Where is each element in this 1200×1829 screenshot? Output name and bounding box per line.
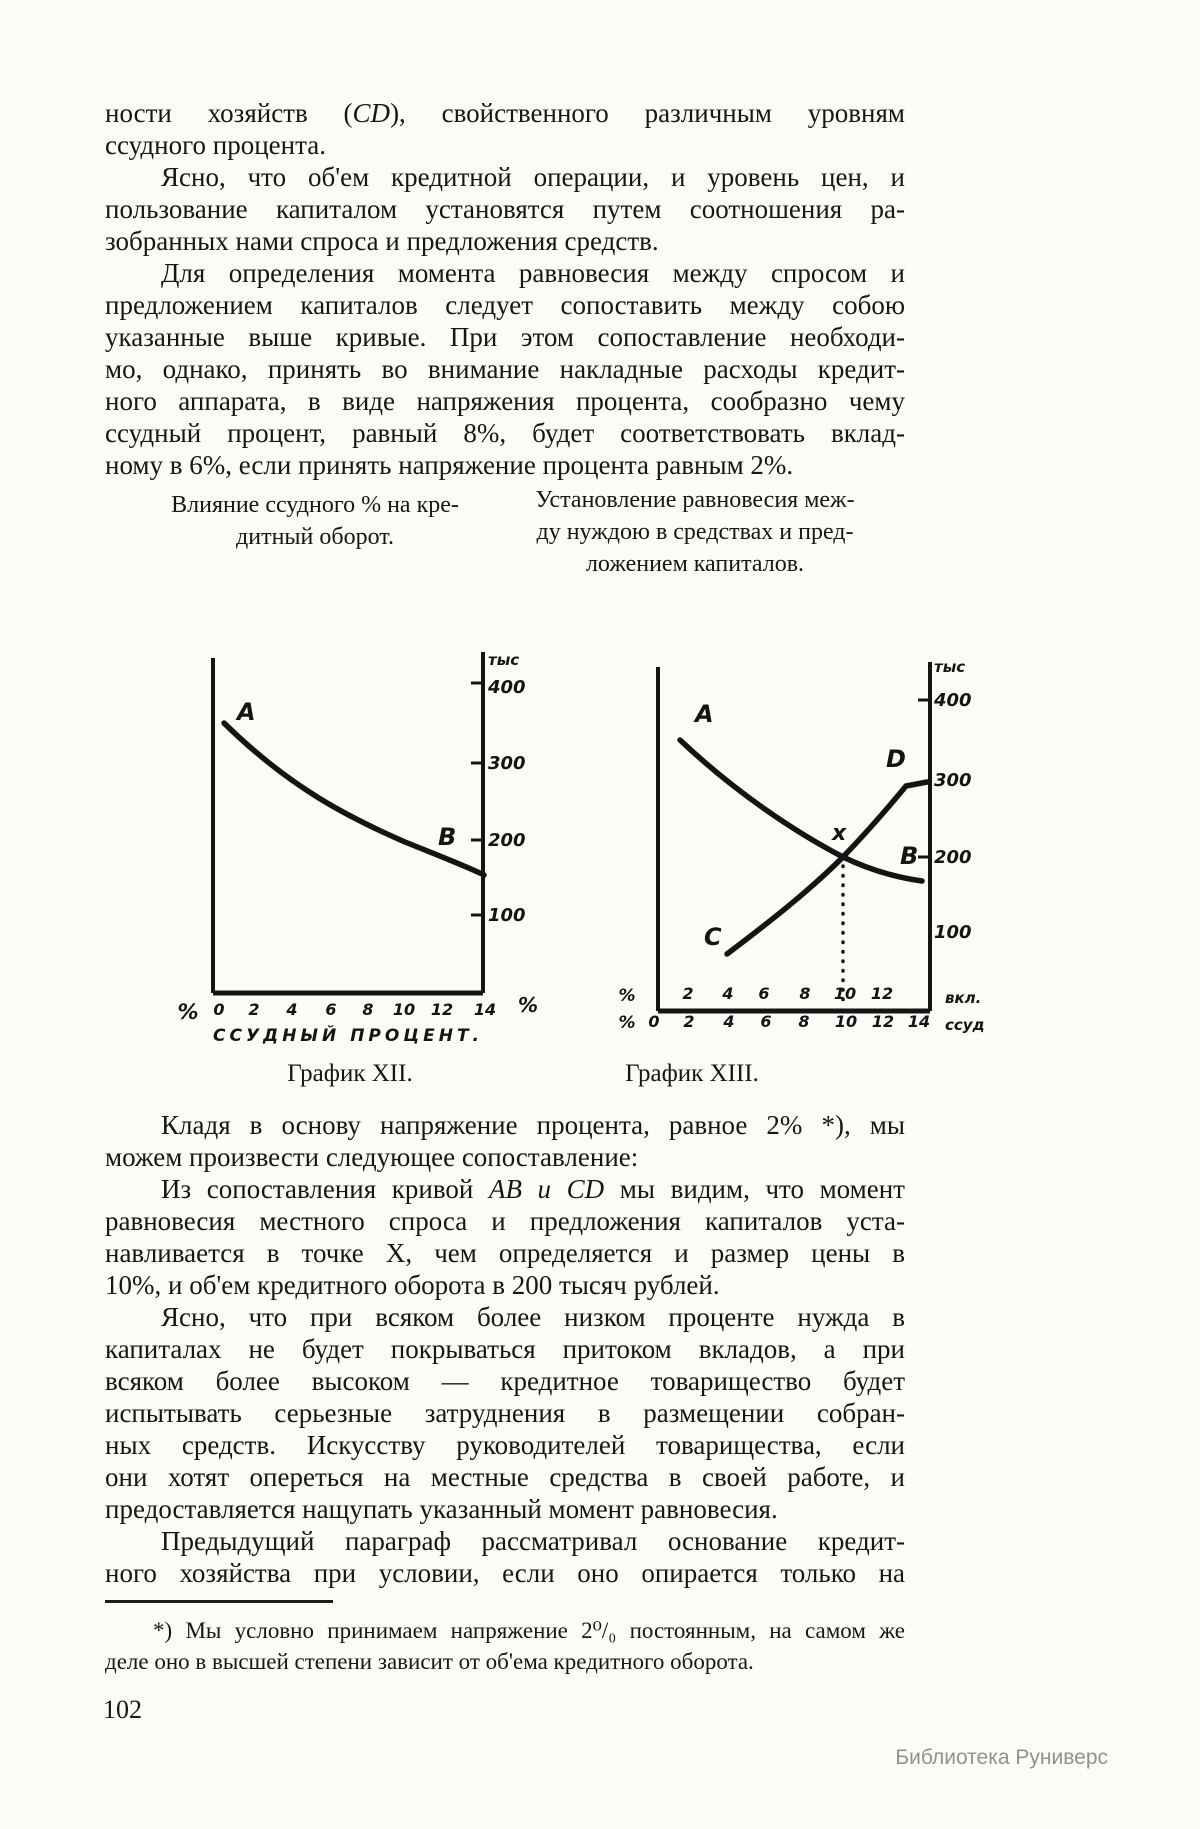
caption-line: ду нуждою в средствах и пред-: [536, 519, 854, 545]
y-tick-label: 200: [488, 830, 526, 851]
figure-number-g12: График XII.: [287, 1060, 413, 1087]
curve-ref-italic: CD: [352, 98, 391, 128]
body-text-upper: [105, 97, 905, 481]
row2-tick: 4: [723, 1012, 735, 1031]
text-line: ссудный процент, равный 8%, будет соответствовать вклад-: [105, 418, 905, 448]
x-tick-label: 10: [392, 1000, 416, 1019]
row2-tick: 2: [683, 1012, 695, 1031]
caption-line: дитный оборот.: [236, 524, 394, 550]
text-line: ных средств. Искусству руководителей товарищества, если: [105, 1430, 905, 1460]
curve-label-b: B: [438, 823, 457, 851]
library-watermark: Библиотека Руниверс: [895, 1746, 1108, 1769]
curve-label-a: A: [695, 700, 714, 728]
text-line: Для определения момента равновесия между спросом и: [161, 258, 905, 288]
text-segment: ности хозяйств (: [105, 98, 353, 128]
row1-tick: 6: [758, 984, 770, 1003]
y-tick-label: 300: [934, 770, 972, 791]
curve-label-b: B: [900, 842, 919, 870]
y-axis-unit: тыс: [934, 658, 966, 676]
text-segment: мы видим, что момент: [604, 1174, 905, 1204]
y-axis-unit: тыс: [488, 651, 520, 669]
curve-label-a: A: [237, 698, 256, 726]
text-line: пользование капиталом установятся путем соотношения ра-: [105, 194, 905, 224]
curve-cd-supply: [727, 782, 927, 954]
row1-tick: 2: [682, 984, 694, 1003]
curve-label-c: C: [704, 923, 722, 951]
body-text-lower: [105, 1109, 905, 1589]
text-line: они хотят опереться на местные средства в своей работе, и: [105, 1462, 905, 1492]
chart-xii-svg: [140, 640, 560, 1110]
text-line: мо, однако, принять во внимание накладные расходы кредит-: [105, 354, 905, 384]
footnote-rule: [105, 1600, 333, 1603]
text-line: [105, 97, 905, 129]
text-line: 10%, и об'ем кредитного оборота в 200 тысяч рублей.: [105, 1270, 720, 1300]
text-line: ного хозяйства при условии, если оно опирается только на: [105, 1558, 905, 1588]
footnote-line: *) Мы условно принимаем напряжение 2⁰/₀ постоянным, на самом же: [153, 1618, 905, 1643]
row1-tick: 8: [799, 984, 811, 1003]
y-tick-label: 300: [488, 753, 526, 774]
row2-tick: 10: [834, 1012, 858, 1031]
row2-tick: 12: [871, 1012, 895, 1031]
x-tick-label: 4: [286, 1000, 298, 1019]
text-line: Предыдущий параграф рассматривал основание кредит-: [161, 1526, 905, 1556]
text-line: навливается в точке X, чем определяется и размер цены в: [105, 1238, 905, 1268]
row2-tick: 14: [907, 1012, 931, 1031]
row1-tick: 10: [833, 984, 857, 1003]
curve-ref-italic: AB и CD: [488, 1174, 605, 1204]
text-line: указанные выше кривые. При этом сопоставление необходи-: [105, 322, 905, 352]
row2-axis-label: ссуд: [945, 1016, 985, 1034]
row1-percent: %: [618, 986, 636, 1006]
caption-line: Влияние ссудного % на кре-: [171, 492, 459, 518]
curve-ab: [224, 723, 484, 875]
text-line: Ясно, что об'ем кредитной операции, и уровень цен, и: [161, 162, 905, 192]
caption-line: ложением капиталов.: [585, 551, 805, 577]
chart-grafik-xiii: [600, 640, 1040, 1115]
footnote-line: деле оно в высшей степени зависит от об'ема кредитного оборота.: [105, 1649, 754, 1674]
x-tick-label: 0: [213, 1000, 225, 1019]
text-line: капиталах не будет покрываться притоком вкладов, а при: [105, 1334, 905, 1364]
y-tick-label: 400: [488, 677, 526, 698]
x-axis-percent-left: %: [177, 1000, 199, 1024]
text-segment: ), свойственного различным уровням: [390, 98, 905, 128]
text-line: ного аппарата, в виде напряжения процента, сообразно чему: [105, 386, 905, 416]
text-line: равновесия местного спроса и предложения капиталов уста-: [105, 1206, 905, 1236]
row2-tick: 8: [798, 1012, 810, 1031]
figure-number-g13: График XIII.: [625, 1060, 759, 1087]
text-line: Кладя в основу напряжение процента, равное 2% *), мы: [161, 1110, 905, 1140]
x-axis-percent-right: %: [518, 993, 539, 1017]
x-tick-label: 14: [473, 1000, 497, 1019]
row2-percent: %: [618, 1013, 636, 1033]
x-tick-label: 2: [248, 1000, 260, 1019]
text-line: предложением капиталов следует сопоставить между собою: [105, 290, 905, 320]
text-line: ному в 6%, если принять напряжение процента равным 2%.: [105, 450, 794, 480]
equilibrium-label-x: x: [832, 821, 847, 846]
chart-grafik-xii: [140, 640, 560, 1115]
row1-tick: 12: [870, 984, 894, 1003]
row1-axis-label: вкл.: [945, 989, 982, 1007]
x-tick-label: 12: [430, 1000, 454, 1019]
y-tick-label: 100: [934, 922, 972, 943]
figure-caption-g12: [130, 489, 500, 553]
text-line: ссудного процента.: [105, 130, 326, 160]
y-tick-label: 200: [934, 847, 972, 868]
text-line: предоставляется нащупать указанный момент равновесия.: [105, 1494, 778, 1524]
row1-tick: 4: [722, 984, 734, 1003]
x-tick-label: 6: [325, 1000, 337, 1019]
figure-caption-g13: [510, 484, 880, 580]
chart-xiii-svg: [600, 640, 1040, 1110]
y-tick-label: 400: [934, 690, 972, 711]
y-tick-label: 100: [488, 905, 526, 926]
text-line: зобранных нами спроса и предложения средств.: [105, 226, 659, 256]
row2-tick: 0: [648, 1012, 660, 1031]
x-axis-title: ССУДНЫЙ ПРОЦЕНТ.: [213, 1026, 483, 1046]
text-line: испытывать серьезные затруднения в размещении собран-: [105, 1398, 905, 1428]
caption-line: Установление равновесия меж-: [535, 487, 855, 513]
text-line: можем произвести следующее сопоставление:: [105, 1142, 639, 1172]
curve-label-d: D: [886, 745, 906, 773]
row2-tick: 6: [760, 1012, 772, 1031]
text-line: Ясно, что при всяком более низком проценте нужда в: [161, 1302, 905, 1332]
x-tick-label: 8: [362, 1000, 374, 1019]
text-line: всяком более высоком — кредитное товарищество будет: [105, 1366, 905, 1396]
text-segment: Из сопоставления кривой: [161, 1174, 489, 1204]
footnote: [105, 1615, 905, 1677]
page-number: 102: [103, 1695, 142, 1724]
text-line: [105, 1173, 905, 1205]
